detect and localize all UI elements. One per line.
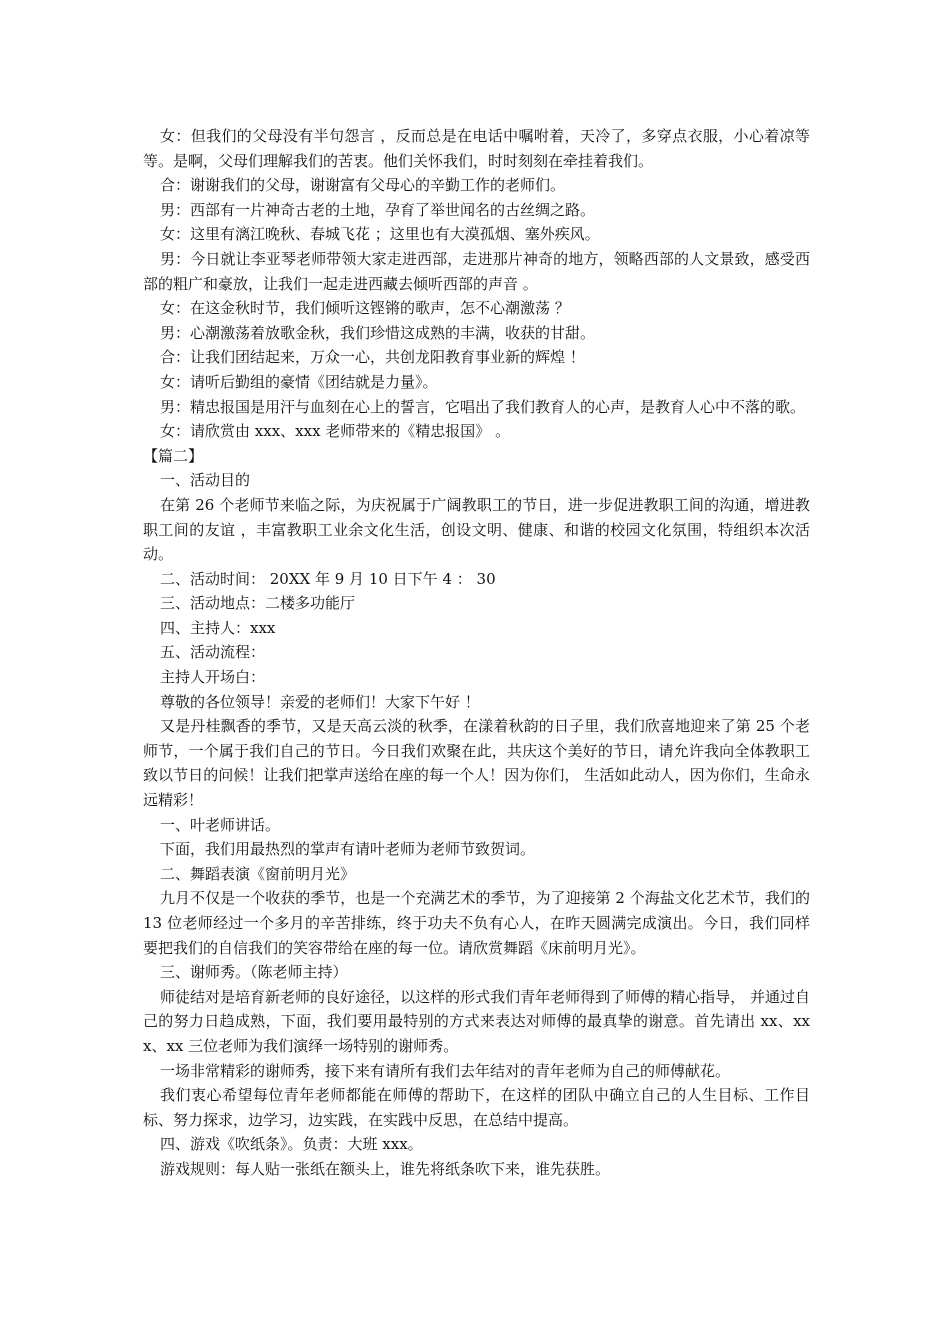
item-activity-time: 二、活动时间： 20XX 年 9 月 10 日下午 4 ： 30	[160, 569, 496, 588]
paragraph-female-golden-autumn: 女：在这金秋时节，我们倾听这铿锵的歌声，怎不心潮激荡 ？	[160, 299, 570, 318]
paragraph-female-lijiang: 女：这里有漓江晚秋、春城飞花 ；这里也有大漠孤烟、塞外疾风。	[160, 225, 600, 244]
item-activity-flow: 五、活动流程：	[160, 643, 266, 662]
paragraph-male-enter-west: 男：今日就让李亚琴老师带领大家走进西部，走进那片神奇的地方，领略西部的人文景致，感受西部的粗广和豪放，让我们一起走进西藏去倾听西部的声音 。	[143, 249, 810, 293]
heading-ye-speech: 一、叶老师讲话。	[160, 815, 281, 834]
paragraph-greeting: 尊敬的各位领导！亲爱的老师们！大家下午好 ！	[160, 692, 480, 711]
heading-activity-purpose: 一、活动目的	[160, 471, 251, 490]
item-host-opening: 主持人开场白：	[160, 668, 266, 687]
item-host: 四、主持人：xxx	[160, 618, 276, 637]
paragraph-flowers: 一场非常精彩的谢师秀，接下来有请所有我们去年结对的青年老师为自己的师傅献花。	[160, 1061, 731, 1080]
item-activity-location: 三、活动地点：二楼多功能厅	[160, 594, 356, 613]
heading-dance: 二、舞蹈表演《窗前明月光》	[160, 864, 356, 883]
paragraph-purpose-body: 在第 26 个老师节来临之际，为庆祝属于广阔教职工的节日，进一步促进教职工间的沟通，增进教职工间的友谊 ，丰富教职工业余文化生活，创设文明、健康、和谐的校园文化氛围，特组织本次活动。	[143, 495, 810, 564]
heading-game: 四、游戏《吹纸条》。负责：大班 xxx。	[160, 1135, 423, 1154]
paragraph-female-unity-song: 女：请听后勤组的豪情《团结就是力量》。	[160, 372, 438, 391]
paragraph-opening-speech: 又是丹桂飘香的季节，又是天高云淡的秋季，在漾着秋韵的日子里，我们欣喜地迎来了第 25 个老师节，一个属于我们自己的节日。今日我们欢聚在此，共庆这个美好的节日，请允许我向全体教职工致以节日的问候！让我们把掌声送给在座的每一个人！因为你们， 生活如此动人，因为你们，生命永远精彩！	[143, 717, 810, 810]
paragraph-female-performance: 女：请欣赏由 xxx、xxx 老师带来的《精忠报国》 。	[160, 422, 511, 441]
paragraph-mentor-pairing: 师徒结对是培育新老师的良好途径，以这样的形式我们青年老师得到了师傅的精心指导， 并通过自己的努力日趋成熟，下面，我们要用最特别的方式来表达对师傅的最真挚的谢意。首先请出 xx、xxx、xx 三位老师为我们演绎一场特别的谢师秀。	[143, 987, 810, 1055]
paragraph-male-loyalty: 男：精忠报国是用汗与血刻在心上的誓言，它唱出了我们教育人的心声，是教育人心中不落的歌。	[160, 397, 806, 416]
paragraph-together-unite: 合：让我们团结起来，万众一心，共创龙阳教育事业新的辉煌 ！	[160, 348, 585, 367]
section-heading-part-two: 【篇二】	[143, 446, 204, 465]
paragraph-together-thanks: 合：谢谢我们的父母，谢谢富有父母心的辛勤工作的老师们。	[160, 176, 566, 195]
paragraph-wishes: 我们衷心希望每位青年老师都能在师傅的帮助下，在这样的团队中确立自己的人生目标、工作目标、努力探求，边学习，边实践，在实践中反思，在总结中提高。	[143, 1086, 810, 1129]
paragraph-ye-speech: 下面，我们用最热烈的掌声有请叶老师为老师节致贺词。	[160, 840, 536, 859]
paragraph-dance: 九月不仅是一个收获的季节，也是一个充满艺术的季节，为了迎接第 2 个海盐文化艺术节，我们的 13 位老师经过一个多月的辛苦排练，终于功夫不负有心人，在昨天圆满完成演出。今日，我们同样要把我们的自信我们的笑容带给在座的每一位。请欣赏舞蹈《床前明月光》。	[143, 889, 810, 957]
paragraph-game-rules: 游戏规则：每人贴一张纸在额头上，谁先将纸条吹下来，谁先获胜。	[160, 1159, 611, 1178]
paragraph-male-harvest: 男：心潮激荡着放歌金秋，我们珍惜这成熟的丰满，收获的甘甜。	[160, 323, 596, 342]
paragraph-female-parents: 女：但我们的父母没有半句怨言 ，反而总是在电话中嘱咐着，天冷了，多穿点衣服，小心着凉等等。是啊，父母们理解我们的苦衷。他们关怀我们，时时刻刻在牵挂着我们。	[143, 127, 810, 170]
paragraph-male-west-land: 男：西部有一片神奇古老的土地，孕育了举世闻名的古丝绸之路。	[160, 200, 596, 219]
heading-thank-teacher-show: 三、谢师秀。（陈老师主持）	[160, 963, 348, 982]
document-page	[143, 124, 810, 1182]
